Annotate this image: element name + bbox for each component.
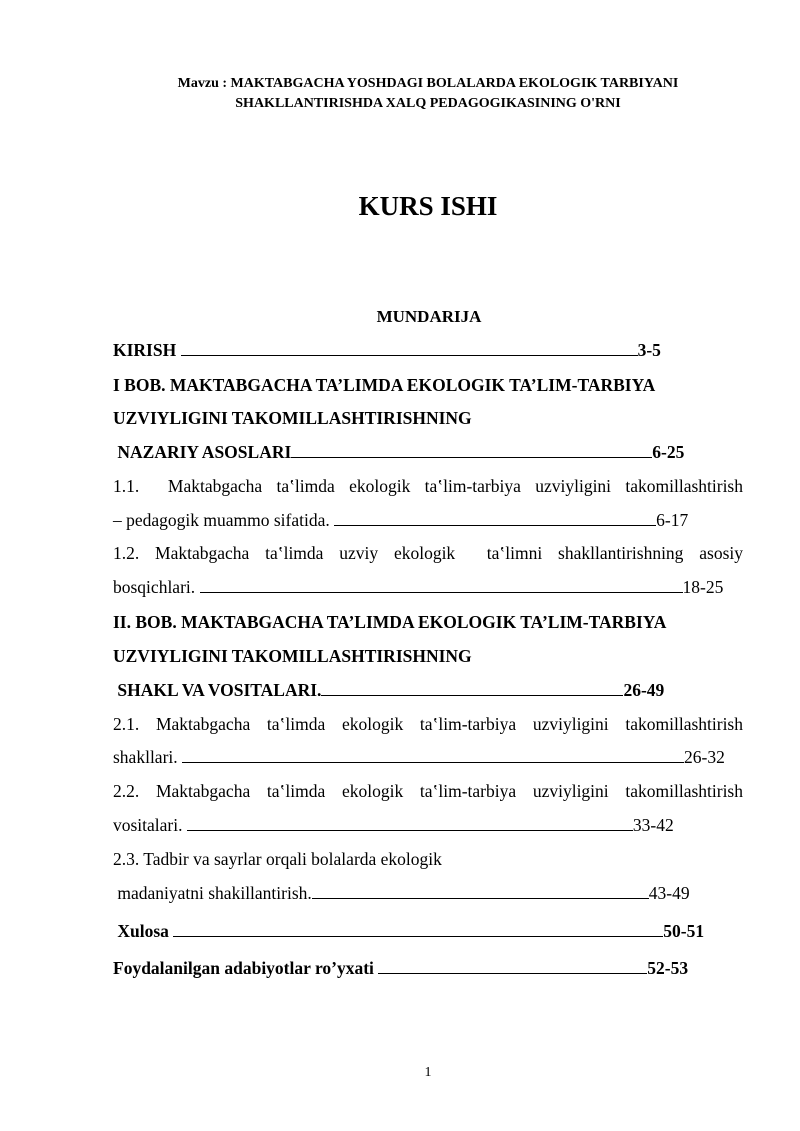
- leader-line: [187, 813, 633, 831]
- leader-line: [200, 575, 683, 593]
- toc-entry-xulosa: [113, 919, 704, 943]
- toc-heading: MUNDARIJA: [376, 307, 482, 326]
- leader-line: [173, 919, 663, 937]
- toc-entry-pages: 52-53: [647, 958, 689, 978]
- leader-line: [291, 440, 652, 458]
- page-title: KURS ISHI: [358, 191, 498, 221]
- toc-chapter-1-line-2: UZVIYLIGINI TAKOMILLASHTIRISHNING: [113, 408, 472, 428]
- toc-entry-label: vositalari.: [113, 815, 187, 835]
- toc-chapter-2-line-3: [113, 678, 664, 702]
- toc-entry-pages: 33-42: [632, 815, 674, 835]
- toc-section-1-1-line-2: [113, 508, 688, 532]
- toc-entry-pages: 6-17: [656, 510, 689, 530]
- toc-entry-pages: 43-49: [648, 883, 690, 903]
- toc-entry-label: SHAKL VA VOSITALARI.: [113, 680, 322, 700]
- toc-entry-label: Foydalanilgan adabiyotlar ro’yxati: [113, 958, 379, 978]
- topic-line-2: SHAKLLANTIRISHDA XALQ PEDAGOGIKASINING O'RNI: [235, 96, 621, 111]
- toc-section-2-3-line-1: 2.3. Tadbir va sayrlar orqali bolalarda ekologik: [113, 849, 442, 869]
- toc-section-2-1-line-1: 2.1. Maktabgacha ta‛limda ekologik ta‛lim-tarbiya uzviyligini takomillashtirish: [113, 714, 743, 734]
- toc-entry-pages: 3-5: [637, 340, 661, 360]
- toc-section-2-3-line-2: [113, 881, 690, 905]
- leader-line: [182, 745, 684, 763]
- toc-chapter-2-line-2: UZVIYLIGINI TAKOMILLASHTIRISHNING: [113, 646, 472, 666]
- toc-entry-pages: 26-32: [684, 747, 725, 767]
- toc-chapter-2-line-1: II. BOB. MAKTABGACHA TA’LIMDA EKOLOGIK TA’LIM-TARBIYA: [113, 612, 667, 632]
- toc-entry-label: KIRISH: [113, 340, 181, 360]
- toc-entry-pages: 50-51: [663, 921, 705, 941]
- topic-line-1: Mavzu : MAKTABGACHA YOSHDAGI BOLALARDA EKOLOGIK TARBIYANI: [177, 76, 679, 91]
- toc-section-1-2-line-2: [113, 575, 723, 599]
- toc-section-1-1-line-1: 1.1. Maktabgacha ta‛limda ekologik ta‛lim-tarbiya uzviyligini takomillashtirish: [113, 476, 743, 496]
- toc-section-2-2-line-1: 2.2. Maktabgacha ta‛limda ekologik ta‛lim-tarbiya uzviyligini takomillashtirish: [113, 781, 743, 801]
- toc-entry-kirish: [113, 338, 661, 362]
- toc-entry-references: [113, 956, 688, 980]
- toc-chapter-1-line-1: I BOB. MAKTABGACHA TA’LIMDA EKOLOGIK TA’LIM-TARBIYA: [113, 375, 656, 395]
- toc-entry-label: NAZARIY ASOSLARI: [113, 442, 292, 462]
- toc-entry-pages: 6-25: [652, 442, 685, 462]
- toc-entry-label: shakllari.: [113, 747, 183, 767]
- page-number: 1: [424, 1065, 432, 1080]
- toc-section-2-1-line-2: [113, 745, 725, 769]
- leader-line: [378, 956, 647, 974]
- leader-line: [334, 508, 656, 526]
- toc-section-2-2-line-2: [113, 813, 674, 837]
- toc-entry-label: Xulosa: [113, 921, 174, 941]
- toc-entry-pages: 18-25: [682, 577, 724, 597]
- leader-line: [181, 338, 638, 356]
- toc-entry-label: – pedagogik muammo sifatida.: [113, 510, 335, 530]
- toc-entry-label: bosqichlari.: [113, 577, 200, 597]
- toc-entry-pages: 26-49: [623, 680, 665, 700]
- leader-line: [321, 678, 623, 696]
- toc-chapter-1-line-3: [113, 440, 684, 464]
- leader-line: [312, 881, 649, 899]
- topic-heading: [100, 74, 756, 114]
- toc-section-1-2-line-1: 1.2. Maktabgacha ta‛limda uzviy ekologik ta‛limni shakllantirishning asosiy: [113, 543, 743, 563]
- toc-entry-label: madaniyatni shakillantirish.: [113, 883, 312, 903]
